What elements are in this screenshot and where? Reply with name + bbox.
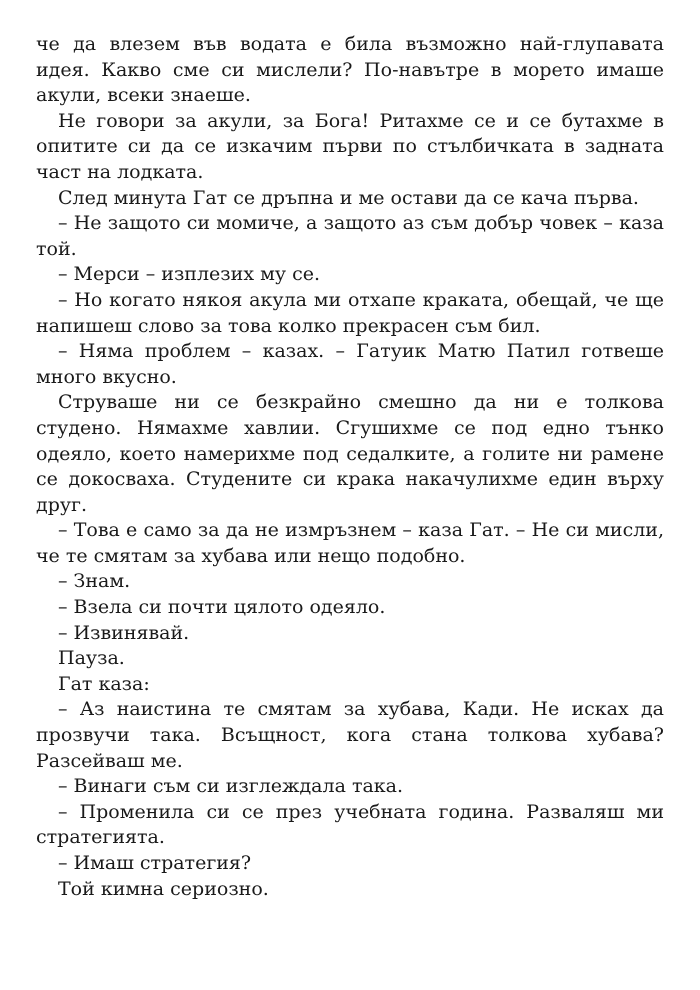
- paragraph-11: – Взела си почти цялото одеяло.: [58, 596, 386, 619]
- paragraph-5: – Мерси – изплезих му се.: [58, 263, 320, 286]
- paragraph-4: – Не защото си момиче, а защото аз съм добър човек – каза той.: [36, 212, 664, 260]
- paragraph-12: – Извинявай.: [58, 621, 190, 644]
- paragraph-14: Гат каза:: [58, 672, 150, 695]
- paragraph-15: – Аз наистина те смятам за хубава, Кади. Не исках да прозвучи така. Всъщност, кога стана толкова хубава? Разсейваш ме.: [36, 698, 664, 772]
- paragraph-10: – Знам.: [58, 570, 131, 593]
- paragraph-1: че да влезем във водата е била възможно най-глупавата идея. Какво сме си мислели? По-навътре в морето имаше акули, всеки знаеше.: [36, 33, 664, 107]
- paragraph-9: – Това е само за да не измръзнем – каза Гат. – Не си мисли, че те смятам за хубава или нещо подобно.: [36, 519, 664, 567]
- paragraph-3: След минута Гат се дръпна и ме остави да се кача първа.: [58, 186, 639, 209]
- paragraph-19: Той кимна сериозно.: [58, 877, 269, 900]
- paragraph-17: – Променила си се през учебната година. Разваляш ми стратегията.: [36, 800, 664, 849]
- paragraph-18: – Имаш стратегия?: [58, 852, 252, 874]
- paragraph-16: – Винаги съм си изглеждала така.: [58, 775, 404, 798]
- paragraph-2: Не говори за акули, за Бога! Ритахме се и се бутахме в опитите си да се изкачим първи по стълбичката в задната част на лодката.: [36, 109, 664, 183]
- paragraph-13: Пауза.: [58, 647, 125, 670]
- paragraph-7: – Няма проблем – казах. – Гатуик Матю Патил готвеше много вкусно.: [36, 340, 664, 388]
- paragraph-8: Струваше ни се безкрайно смешно да ни е толкова студено. Нямахме хавлии. Сгушихме се под едно тънко одеяло, което намерихме под седалките, а голите ни рамене се докосваха. Студените си крака накачулихме един върху друг.: [36, 391, 664, 516]
- paragraph-6: – Но когато някоя акула ми отхапе краката, обещай, че ще напишеш слово за това колко прекрасен съм бил.: [36, 288, 664, 337]
